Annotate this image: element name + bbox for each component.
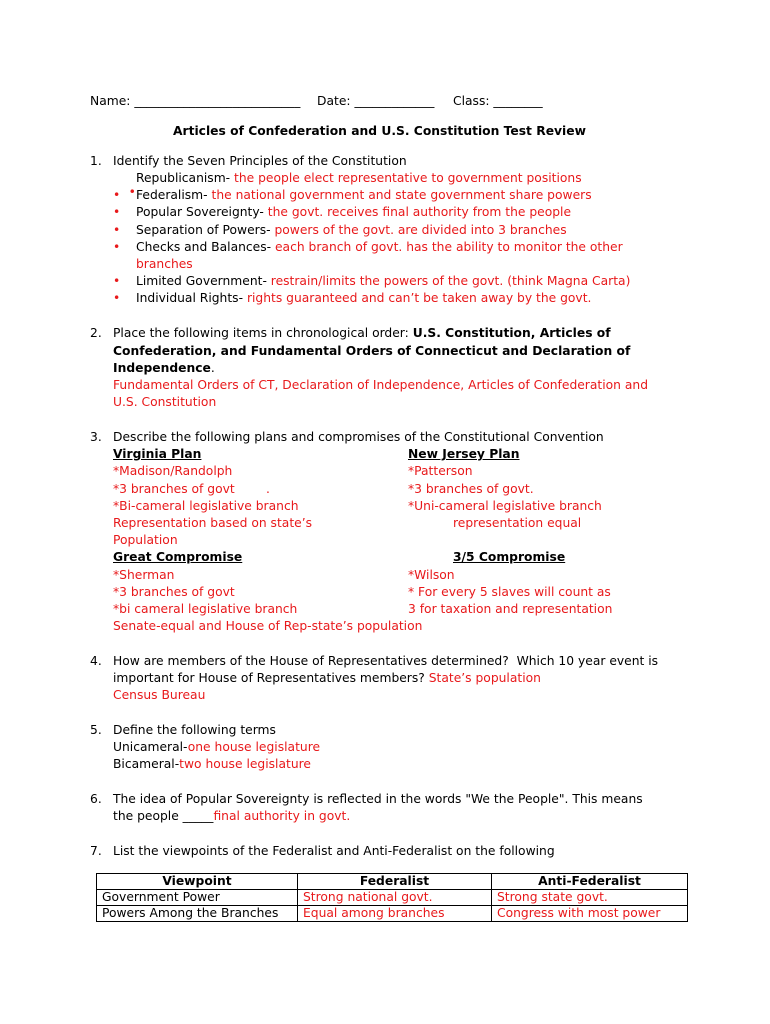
q4-prompt-line1: How are members of the House of Representatives determined? Which 10 year event is	[113, 654, 659, 668]
table-header: Viewpoint	[97, 874, 298, 890]
new-jersey-plan-line: *3 branches of govt.	[408, 482, 534, 496]
q2-prompt-bold: Independence	[113, 361, 211, 375]
question-number: 3.	[90, 430, 102, 444]
viewpoint-table	[96, 873, 688, 922]
list-item	[136, 171, 582, 185]
q4-prompt-line2	[113, 671, 541, 685]
principle-answer: restrain/limits the powers of the govt. (think Magna Carta)	[266, 274, 631, 288]
new-jersey-plan-line: *Uni-cameral legislative branch	[408, 499, 602, 513]
new-jersey-plan-heading: New Jersey Plan	[408, 447, 520, 461]
bullet-icon: •	[113, 205, 121, 219]
principle-answer: rights guaranteed and can’t be taken away by the govt.	[243, 291, 592, 305]
great-compromise-line: Senate-equal and House of Rep-state’s population	[113, 619, 423, 633]
principle-answer-continued: branches	[136, 257, 193, 271]
q4-prompt-text: important for House of Representatives members?	[113, 671, 429, 685]
list-item	[136, 291, 591, 305]
list-item	[113, 291, 120, 305]
list-item	[113, 188, 120, 202]
q4-answer: State’s population	[428, 671, 541, 685]
table-row	[97, 890, 688, 906]
question-number: 5.	[90, 723, 102, 737]
list-item	[136, 240, 623, 254]
virginia-plan-heading: Virginia Plan	[113, 447, 202, 461]
question-number: 6.	[90, 792, 102, 806]
principle-term: Popular Sovereignty-	[136, 205, 264, 219]
three-fifths-compromise-line: * For every 5 slaves will count as	[408, 585, 611, 599]
term-label: Bicameral-	[113, 757, 180, 771]
list-item	[136, 223, 567, 237]
principle-term: Federalism-	[136, 188, 208, 202]
table-row	[97, 906, 688, 922]
three-fifths-compromise-heading: 3/5 Compromise	[453, 550, 566, 564]
q5-term-unicameral	[113, 740, 320, 754]
class-field[interactable]: Class: ________	[453, 94, 543, 108]
question-number: 2.	[90, 326, 102, 340]
great-compromise-line: *3 branches of govt	[113, 585, 235, 599]
table-cell: Strong state govt.	[492, 890, 688, 906]
table-cell: Equal among branches	[298, 906, 492, 922]
q2-prompt-bold: U.S. Constitution, Articles of	[412, 326, 611, 340]
q6-prompt-text: the people _____	[113, 809, 214, 823]
list-item	[136, 188, 592, 202]
principle-answer: the people elect representative to government positions	[230, 171, 582, 185]
table-header: Federalist	[298, 874, 492, 890]
bullet-icon: •	[113, 223, 121, 237]
virginia-plan-line: *Madison/Randolph	[113, 464, 233, 478]
q5-term-bicameral	[113, 757, 311, 771]
new-jersey-plan-line: representation equal	[453, 516, 582, 530]
great-compromise-heading: Great Compromise	[113, 550, 243, 564]
three-fifths-compromise-line: 3 for taxation and representation	[408, 602, 613, 616]
list-item	[113, 274, 120, 288]
q1-prompt: Identify the Seven Principles of the Constitution	[113, 154, 407, 168]
q7-prompt: List the viewpoints of the Federalist and Anti-Federalist on the following	[113, 844, 555, 858]
q6-answer: final authority in govt.	[213, 809, 351, 823]
list-item	[113, 240, 120, 254]
q4-answer-line2: Census Bureau	[113, 688, 206, 702]
term-answer: one house legislature	[187, 740, 321, 754]
term-answer: two house legislature	[179, 757, 311, 771]
q2-answer-line1: Fundamental Orders of CT, Declaration of Independence, Articles of Confederation and	[113, 378, 648, 392]
virginia-plan-line: Population	[113, 533, 178, 547]
new-jersey-plan-line: *Patterson	[408, 464, 473, 478]
list-item	[136, 205, 571, 219]
q2-prompt-line1	[113, 326, 611, 340]
virginia-plan-line: *Bi-cameral legislative branch	[113, 499, 299, 513]
q2-prompt-line3	[113, 361, 215, 375]
question-number: 4.	[90, 654, 102, 668]
bullet-icon: •	[128, 185, 136, 199]
bullet-icon: •	[113, 188, 121, 202]
term-label: Unicameral-	[113, 740, 188, 754]
list-item	[113, 205, 120, 219]
table-cell: Government Power	[97, 890, 298, 906]
question-number: 1.	[90, 154, 102, 168]
principle-term: Republicanism-	[136, 171, 231, 185]
table-header: Anti-Federalist	[492, 874, 688, 890]
q6-prompt-line1: The idea of Popular Sovereignty is reflected in the words "We the People". This means	[113, 792, 643, 806]
date-field[interactable]: Date: _____________	[317, 94, 435, 108]
table-header-row	[97, 874, 688, 890]
great-compromise-line: *bi cameral legislative branch	[113, 602, 298, 616]
virginia-plan-line: *3 branches of govt .	[113, 482, 270, 496]
bullet-icon: •	[113, 291, 121, 305]
table-cell: Powers Among the Branches	[97, 906, 298, 922]
principle-term: Limited Government-	[136, 274, 267, 288]
principle-term: Individual Rights-	[136, 291, 244, 305]
principle-answer: the national government and state government share powers	[207, 188, 592, 202]
principle-term: Checks and Balances-	[136, 240, 272, 254]
three-fifths-compromise-line: *Wilson	[408, 568, 455, 582]
table-cell: Congress with most power	[492, 906, 688, 922]
question-number: 7.	[90, 844, 102, 858]
page-title: Articles of Confederation and U.S. Constitution Test Review	[173, 124, 586, 138]
list-item	[113, 223, 120, 237]
q6-prompt-line2	[113, 809, 350, 823]
q5-prompt: Define the following terms	[113, 723, 276, 737]
q2-prompt-text: Place the following items in chronological order:	[113, 326, 413, 340]
q2-answer-line2: U.S. Constitution	[113, 395, 217, 409]
q2-prompt-text: .	[210, 361, 215, 375]
bullet-icon: •	[113, 274, 121, 288]
virginia-plan-line: Representation based on state’s	[113, 516, 313, 530]
principle-answer: powers of the govt. are divided into 3 branches	[270, 223, 567, 237]
bullet-icon: •	[113, 240, 121, 254]
q2-prompt-line2: Confederation, and Fundamental Orders of Connecticut and Declaration of	[113, 344, 631, 358]
principle-term: Separation of Powers-	[136, 223, 271, 237]
principle-answer: each branch of govt. has the ability to monitor the other	[271, 240, 623, 254]
name-field[interactable]: Name: ___________________________	[90, 94, 301, 108]
q3-prompt: Describe the following plans and compromises of the Constitutional Convention	[113, 430, 604, 444]
list-item	[136, 274, 630, 288]
great-compromise-line: *Sherman	[113, 568, 175, 582]
principle-answer: the govt. receives final authority from the people	[263, 205, 572, 219]
table-cell: Strong national govt.	[298, 890, 492, 906]
